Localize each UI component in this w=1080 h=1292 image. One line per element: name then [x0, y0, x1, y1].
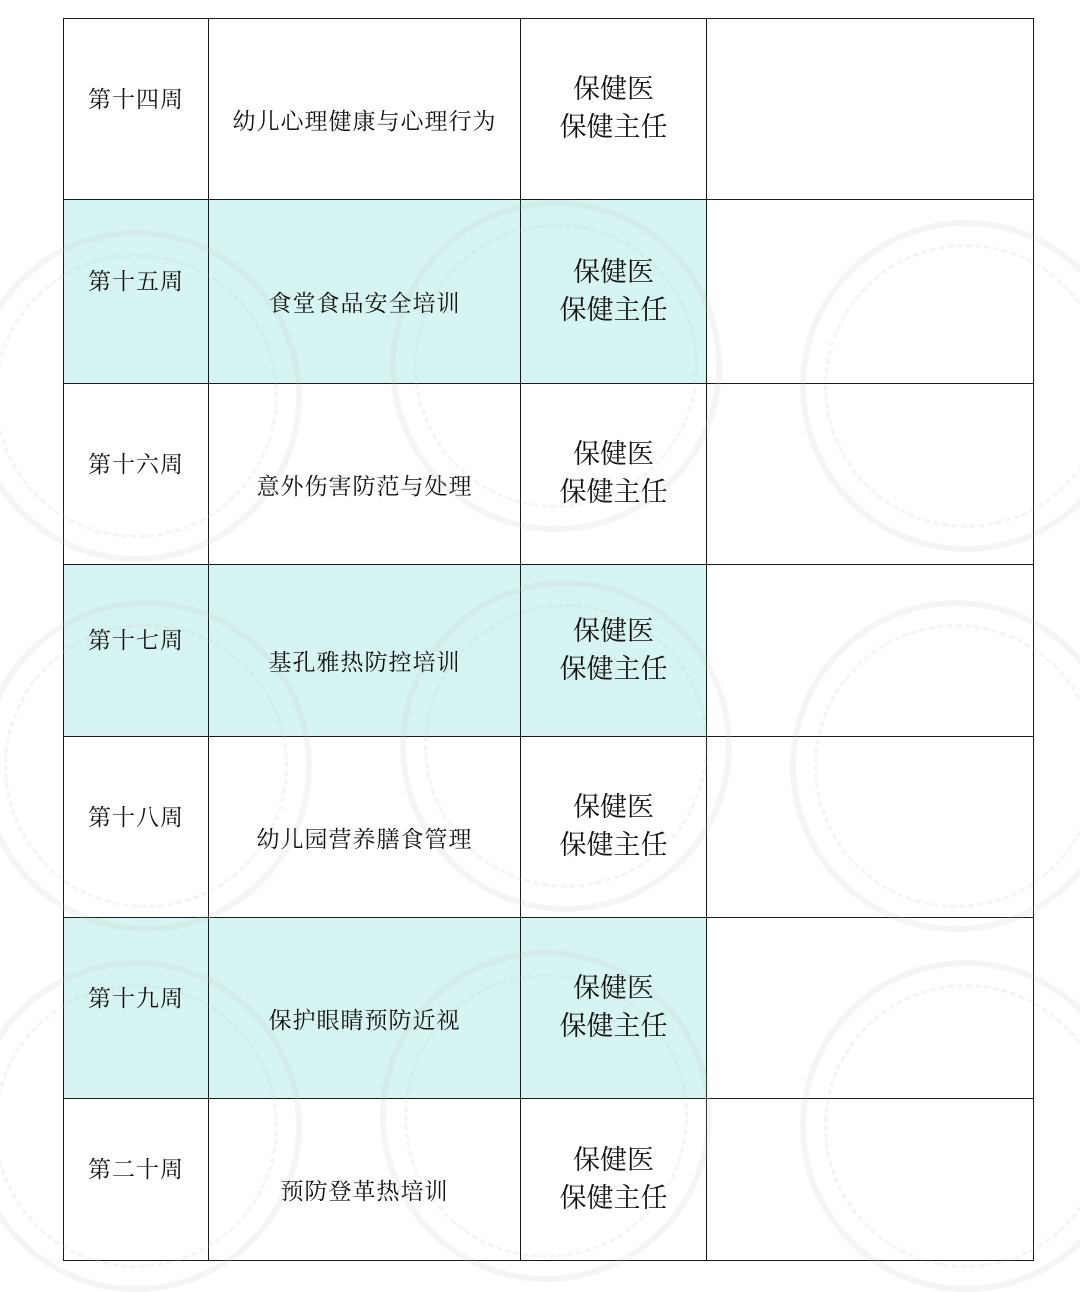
- presenter-cell: 保健医 保健主任: [521, 1099, 707, 1261]
- topic-cell: 食堂食品安全培训: [209, 200, 521, 384]
- thumbnail-cell: [707, 1099, 1034, 1261]
- training-schedule-table: [63, 18, 1034, 1261]
- table-row: [64, 565, 1034, 737]
- thumbnail-cell: [707, 19, 1034, 200]
- topic-cell: 基孔雅热防控培训: [209, 565, 521, 737]
- table-row: [64, 19, 1034, 200]
- topic-cell: 幼儿园营养膳食管理: [209, 737, 521, 918]
- topic-cell: 意外伤害防范与处理: [209, 384, 521, 565]
- week-cell: 第十七周: [64, 565, 209, 737]
- table-row: [64, 384, 1034, 565]
- table-row: [64, 1099, 1034, 1261]
- presenter-cell: 保健医 保健主任: [521, 200, 707, 384]
- topic-cell: 保护眼睛预防近视: [209, 918, 521, 1099]
- topic-cell: 幼儿心理健康与心理行为: [209, 19, 521, 200]
- presenter-cell: 保健医 保健主任: [521, 384, 707, 565]
- thumbnail-cell: [707, 200, 1034, 384]
- week-cell: 第十九周: [64, 918, 209, 1099]
- week-cell: 第十八周: [64, 737, 209, 918]
- table-row: [64, 918, 1034, 1099]
- thumbnail-cell: [707, 384, 1034, 565]
- week-cell: 第二十周: [64, 1099, 209, 1261]
- presenter-cell: 保健医 保健主任: [521, 737, 707, 918]
- week-cell: 第十四周: [64, 19, 209, 200]
- thumbnail-cell: [707, 565, 1034, 737]
- thumbnail-cell: [707, 737, 1034, 918]
- presenter-cell: 保健医 保健主任: [521, 565, 707, 737]
- week-cell: 第十六周: [64, 384, 209, 565]
- presenter-cell: 保健医 保健主任: [521, 19, 707, 200]
- week-cell: 第十五周: [64, 200, 209, 384]
- presenter-cell: 保健医 保健主任: [521, 918, 707, 1099]
- thumbnail-cell: [707, 918, 1034, 1099]
- topic-cell: 预防登革热培训: [209, 1099, 521, 1261]
- table-row: [64, 200, 1034, 384]
- table-row: [64, 737, 1034, 918]
